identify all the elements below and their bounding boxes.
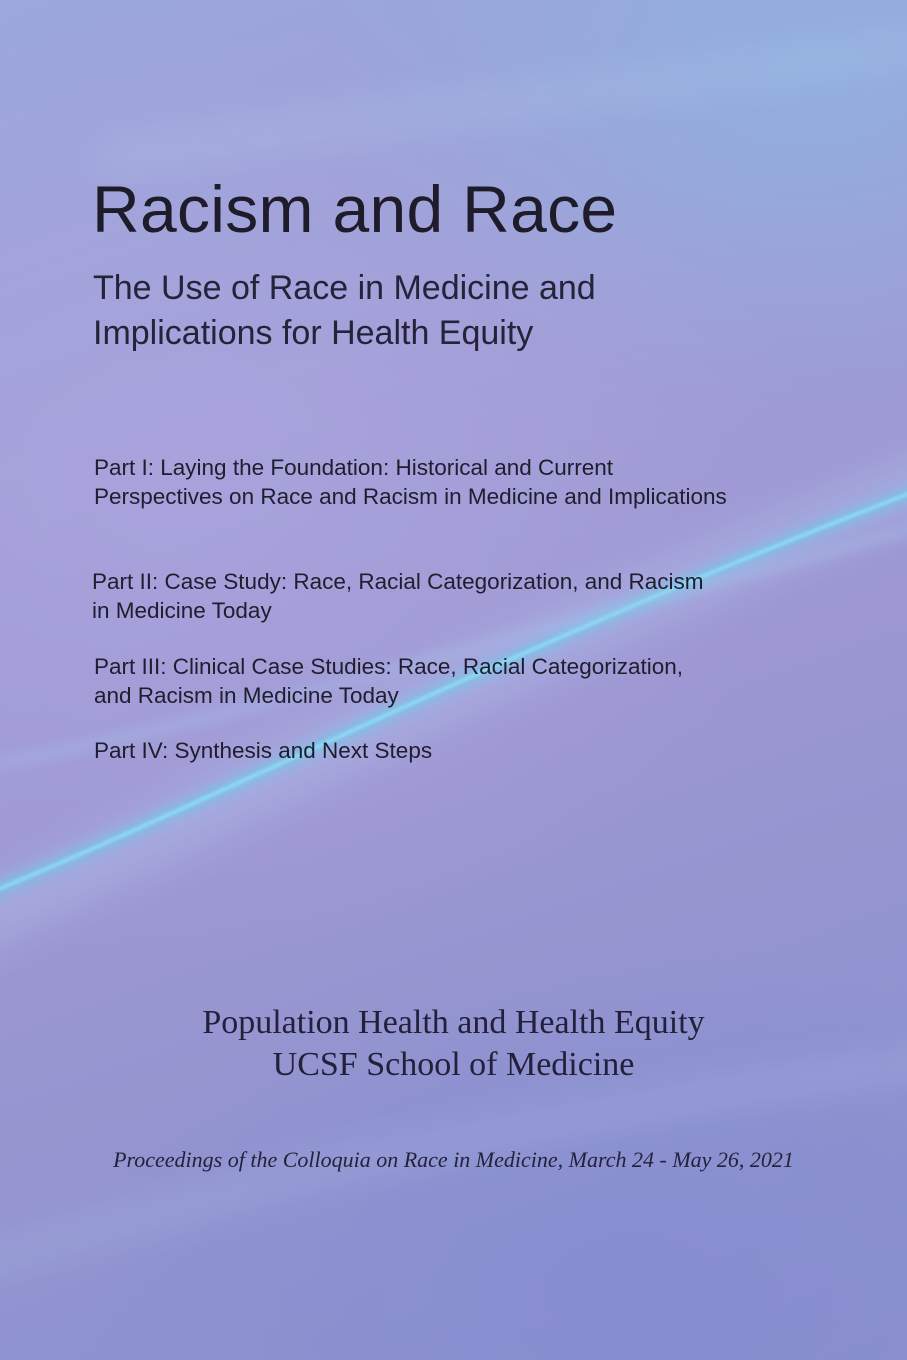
part-line: Part III: Clinical Case Studies: Race, Racial Categorization,: [94, 654, 684, 679]
part-line: in Medicine Today: [92, 598, 272, 623]
part-line: Perspectives on Race and Racism in Medicine and Implications: [94, 484, 727, 509]
part-line: and Racism in Medicine Today: [94, 683, 399, 708]
part-line: Part II: Case Study: Race, Racial Categorization, and Racism: [92, 569, 704, 594]
book-title: Racism and Race: [92, 172, 618, 246]
proceedings-note: Proceedings of the Colloquia on Race in Medicine, March 24 - May 26, 2021: [113, 1147, 794, 1172]
part-3-heading: [94, 652, 683, 710]
part-line: Part I: Laying the Foundation: Historical and Current: [94, 455, 614, 480]
organization-line: UCSF School of Medicine: [272, 1046, 635, 1083]
organization-line: Population Health and Health Equity: [202, 1004, 705, 1041]
subtitle-line: Implications for Health Equity: [93, 314, 534, 352]
subtitle-line: The Use of Race in Medicine and: [93, 269, 596, 307]
publisher-organization: [0, 1002, 907, 1086]
part-1-heading: [94, 453, 727, 511]
part-2-heading: [92, 567, 704, 625]
part-line: Part IV: Synthesis and Next Steps: [94, 738, 433, 763]
part-4-heading: [94, 736, 432, 765]
book-subtitle: [93, 266, 813, 356]
